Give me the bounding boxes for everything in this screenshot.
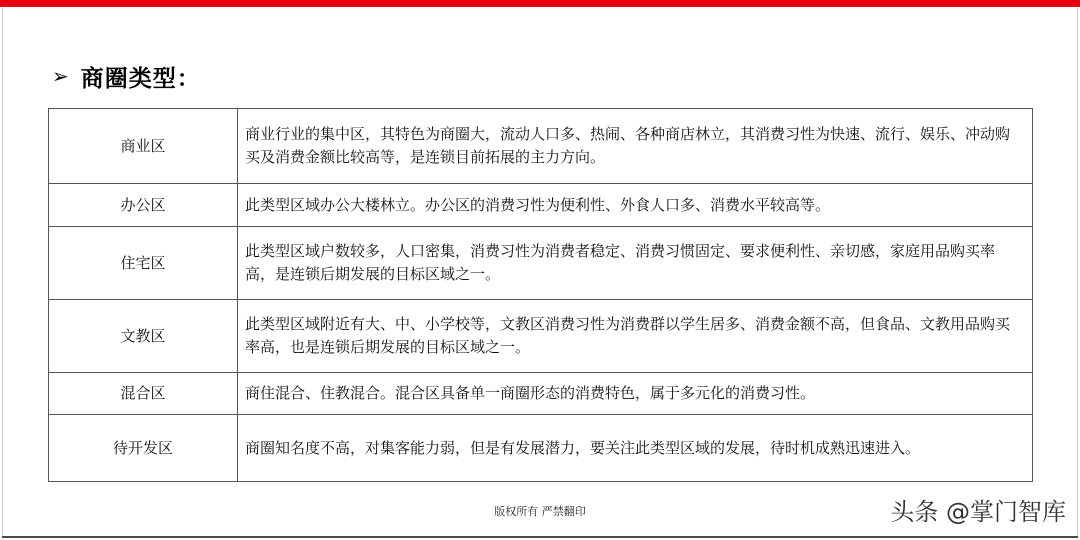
section-title [52, 58, 201, 94]
table-row [49, 415, 1033, 482]
category-cell: 混合区 [49, 373, 238, 415]
frame-right-border [1077, 7, 1078, 537]
source-watermark: 头条 @掌门智库 [890, 498, 1066, 526]
description-cell: 商住混合、住教混合。混合区具备单一商圈形态的消费特色，属于多元化的消费习性。 [238, 373, 1033, 415]
business-district-types-table [48, 108, 1033, 482]
description-cell: 商圈知名度不高，对集客能力弱，但是有发展潜力，要关注此类型区域的发展，待时机成熟迅速进入。 [238, 415, 1033, 482]
arrow-right-icon: ➢ [52, 64, 69, 88]
table-row [49, 184, 1033, 227]
table-row [49, 300, 1033, 373]
description-cell: 商业行业的集中区，其特色为商圈大，流动人口多、热闹、各种商店林立，其消费习性为快速、流行、娱乐、冲动购买及消费金额比较高等，是连锁目前拓展的主力方向。 [238, 109, 1033, 184]
category-cell: 文教区 [49, 300, 238, 373]
category-cell: 住宅区 [49, 227, 238, 300]
description-cell: 此类型区域附近有大、中、小学校等，文教区消费习性为消费群以学生居多、消费金额不高，但食品、文教用品购买率高，也是连锁后期发展的目标区域之一。 [238, 300, 1033, 373]
bottom-border [2, 536, 1078, 538]
category-cell: 办公区 [49, 184, 238, 227]
category-cell: 商业区 [49, 109, 238, 184]
copyright-footer: 版权所有 严禁翻印 [494, 505, 586, 518]
frame-left-border [2, 7, 3, 537]
page-title: 商圈类型： [80, 65, 201, 92]
table-row [49, 227, 1033, 300]
description-cell: 此类型区域户数较多，人口密集，消费习性为消费者稳定、消费习惯固定、要求便利性、亲切感，家庭用品购买率高，是连锁后期发展的目标区域之一。 [238, 227, 1033, 300]
top-accent-bar [0, 0, 1080, 7]
table-row [49, 373, 1033, 415]
table-row [49, 109, 1033, 184]
description-cell: 此类型区域办公大楼林立。办公区的消费习性为便利性、外食人口多、消费水平较高等。 [238, 184, 1033, 227]
category-cell: 待开发区 [49, 415, 238, 482]
